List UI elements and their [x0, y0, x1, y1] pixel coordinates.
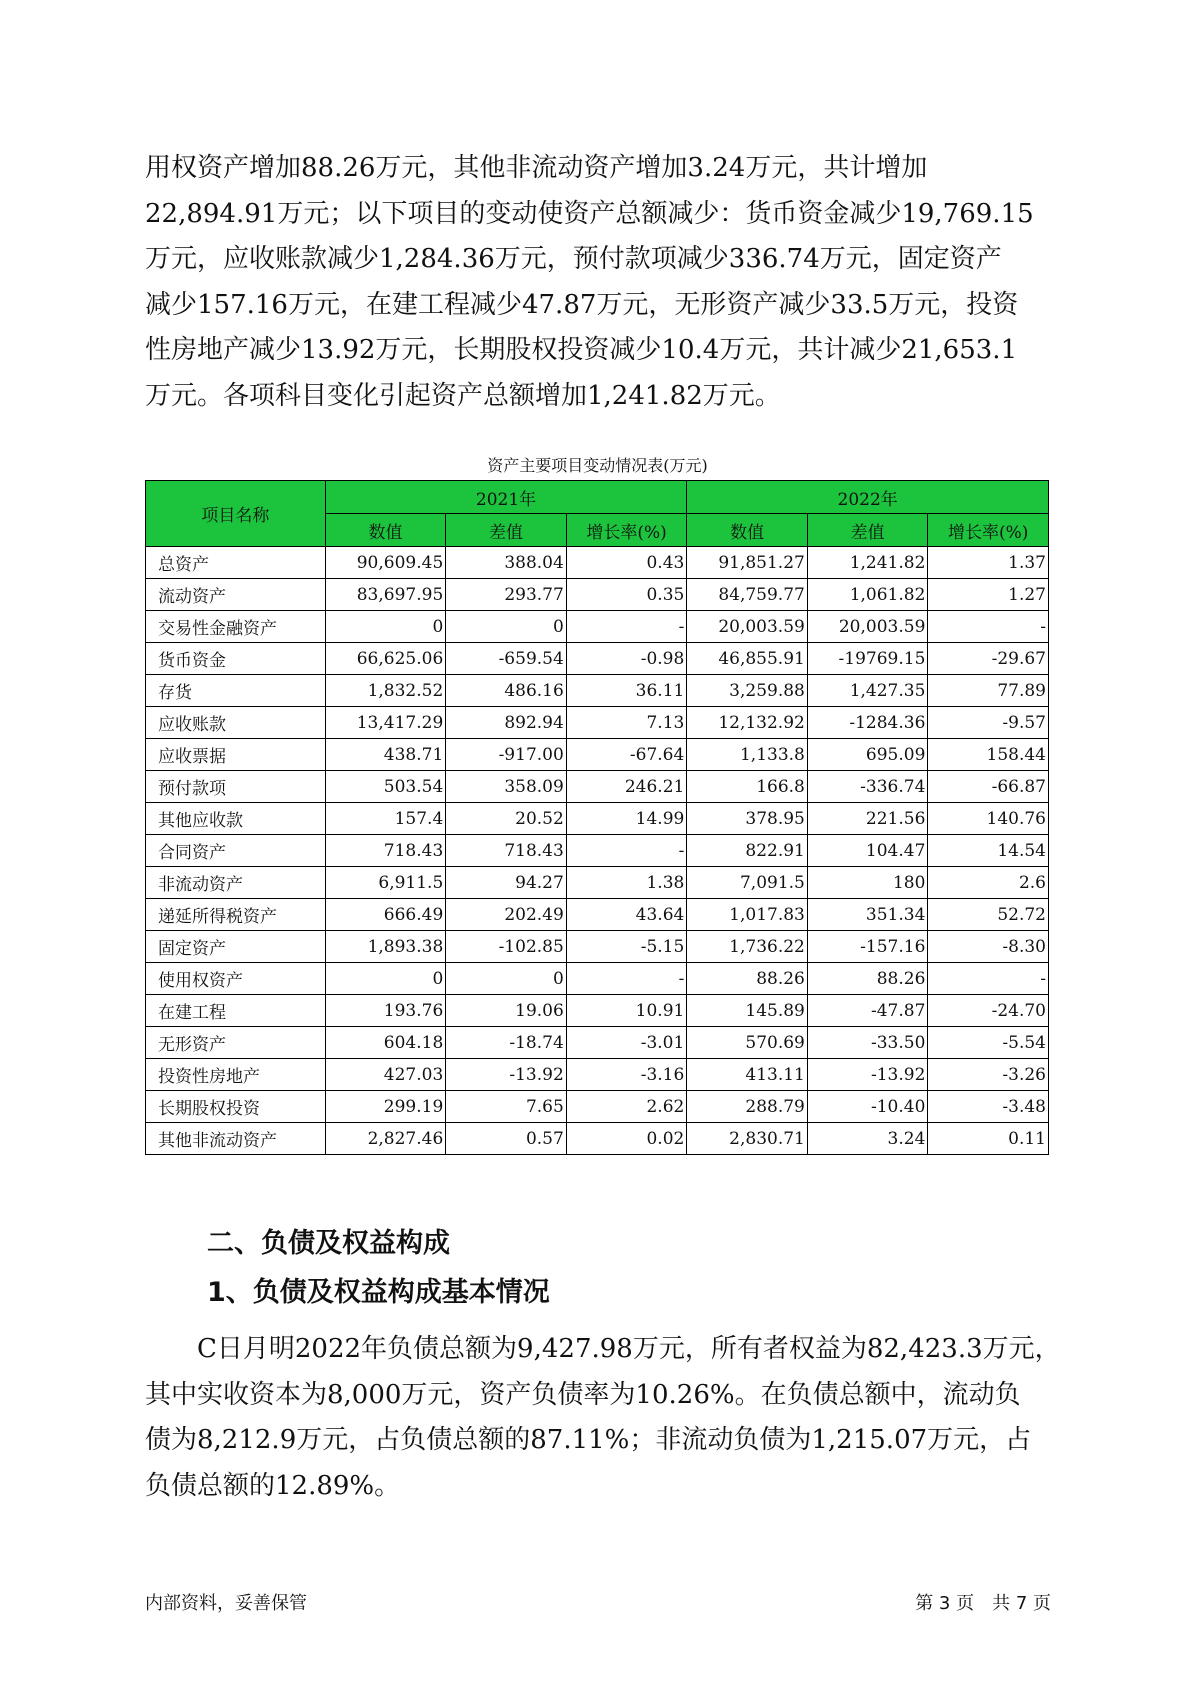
table-cell: 180 [807, 867, 928, 899]
table-cell: 83,697.95 [325, 579, 446, 611]
body-paragraph-2 [145, 1327, 1061, 1509]
row-label: 货币资金 [146, 643, 326, 675]
table-cell: 46,855.91 [687, 643, 808, 675]
table-cell: 193.76 [325, 995, 446, 1027]
section-heading: 二、负债及权益构成 [207, 1228, 450, 1259]
table-cell: 1,893.38 [325, 931, 446, 963]
table-cell: -13.92 [807, 1059, 928, 1091]
table-cell: 77.89 [928, 675, 1049, 707]
table-cell: 1.37 [928, 547, 1049, 579]
table-cell: 140.76 [928, 803, 1049, 835]
table-cell: 413.11 [687, 1059, 808, 1091]
row-label: 投资性房地产 [146, 1059, 326, 1091]
header-growth: 增长率(%) [566, 514, 687, 547]
table-row [146, 1123, 1049, 1155]
row-label: 交易性金融资产 [146, 611, 326, 643]
header-diff: 差值 [807, 514, 928, 547]
table-cell: 145.89 [687, 995, 808, 1027]
table-row [146, 611, 1049, 643]
table-row [146, 579, 1049, 611]
table-cell: 90,609.45 [325, 547, 446, 579]
table-cell: -47.87 [807, 995, 928, 1027]
table-cell: -24.70 [928, 995, 1049, 1027]
table-cell: 66,625.06 [325, 643, 446, 675]
table-cell: -336.74 [807, 771, 928, 803]
table-cell: -33.50 [807, 1027, 928, 1059]
table-cell: -102.85 [446, 931, 567, 963]
paragraph-line: 22,894.91万元；以下项目的变动使资产总额减少：货币资金减少19,769.15 [145, 198, 1034, 229]
paragraph-line: C日月明2022年负债总额为9,427.98万元，所有者权益为82,423.3万元， [145, 1334, 1061, 1364]
row-label: 非流动资产 [146, 867, 326, 899]
table-row [146, 643, 1049, 675]
table-cell: -67.64 [566, 739, 687, 771]
table-row [146, 707, 1049, 739]
table-cell: 88.26 [687, 963, 808, 995]
row-label: 预付款项 [146, 771, 326, 803]
table-cell: 1.27 [928, 579, 1049, 611]
table-cell: -18.74 [446, 1027, 567, 1059]
table-cell: 666.49 [325, 899, 446, 931]
table-cell: 299.19 [325, 1091, 446, 1123]
table-row [146, 867, 1049, 899]
table-cell: 10.91 [566, 995, 687, 1027]
table-cell: 0 [325, 611, 446, 643]
table-cell: 1,832.52 [325, 675, 446, 707]
table-cell: 438.71 [325, 739, 446, 771]
row-label: 递延所得税资产 [146, 899, 326, 931]
table-cell: 14.54 [928, 835, 1049, 867]
table-row [146, 899, 1049, 931]
table-cell: 503.54 [325, 771, 446, 803]
table-cell: 36.11 [566, 675, 687, 707]
table-cell: -29.67 [928, 643, 1049, 675]
table-cell: 158.44 [928, 739, 1049, 771]
table-cell: 0 [446, 611, 567, 643]
table-cell: 0 [325, 963, 446, 995]
table-cell: -19769.15 [807, 643, 928, 675]
table-cell: 166.8 [687, 771, 808, 803]
paragraph-line: 其中实收资本为8,000万元，资产负债率为10.26%。在负债总额中，流动负 [145, 1379, 1021, 1410]
table-cell: 0.57 [446, 1123, 567, 1155]
table-cell: 19.06 [446, 995, 567, 1027]
table-cell: -0.98 [566, 643, 687, 675]
paragraph-line: 债为8,212.9万元，占负债总额的87.11%；非流动负债为1,215.07万元，占 [145, 1425, 1032, 1455]
table-cell: 88.26 [807, 963, 928, 995]
body-paragraph-1 [145, 146, 1055, 419]
paragraph-line: 性房地产减少13.92万元，长期股权投资减少10.4万元，共计减少21,653.1 [145, 335, 1018, 365]
table-row [146, 1059, 1049, 1091]
row-label: 在建工程 [146, 995, 326, 1027]
table-cell: 293.77 [446, 579, 567, 611]
header-year-2021: 2021年 [325, 481, 687, 514]
table-cell: 104.47 [807, 835, 928, 867]
table-cell: -3.26 [928, 1059, 1049, 1091]
paragraph-line: 万元，应收账款减少1,284.36万元，预付款项减少336.74万元，固定资产 [145, 244, 1002, 274]
row-label: 存货 [146, 675, 326, 707]
table-cell: 486.16 [446, 675, 567, 707]
table-row [146, 1027, 1049, 1059]
header-diff: 差值 [446, 514, 567, 547]
row-label: 使用权资产 [146, 963, 326, 995]
header-value: 数值 [687, 514, 808, 547]
asset-change-table [145, 480, 1049, 1155]
table-cell: 0.35 [566, 579, 687, 611]
paragraph-line: 万元。各项科目变化引起资产总额增加1,241.82万元。 [145, 380, 781, 411]
table-cell: 1,736.22 [687, 931, 808, 963]
row-label: 无形资产 [146, 1027, 326, 1059]
row-label: 固定资产 [146, 931, 326, 963]
table-cell: -5.54 [928, 1027, 1049, 1059]
table-cell: 2,827.46 [325, 1123, 446, 1155]
table-cell: -659.54 [446, 643, 567, 675]
table-cell: 20,003.59 [807, 611, 928, 643]
table-cell: 2.62 [566, 1091, 687, 1123]
table-cell: 6,911.5 [325, 867, 446, 899]
footer-page-number: 第 3 页 共 7 页 [915, 1593, 1051, 1614]
table-row [146, 835, 1049, 867]
paragraph-line: 减少157.16万元，在建工程减少47.87万元，无形资产减少33.5万元，投资 [145, 289, 1019, 320]
paragraph-line: 负债总额的12.89%。 [145, 1470, 401, 1501]
table-cell: 3.24 [807, 1123, 928, 1155]
table-cell: -157.16 [807, 931, 928, 963]
table-cell: 0 [446, 963, 567, 995]
table-cell: -3.48 [928, 1091, 1049, 1123]
row-label: 应收账款 [146, 707, 326, 739]
subsection-heading: 1、负债及权益构成基本情况 [207, 1277, 550, 1308]
table-cell: 351.34 [807, 899, 928, 931]
table-cell: 1,427.35 [807, 675, 928, 707]
table-cell: - [566, 835, 687, 867]
table-cell: -917.00 [446, 739, 567, 771]
footer-confidential-note: 内部资料，妥善保管 [145, 1593, 307, 1614]
table-cell: - [566, 963, 687, 995]
table-cell: 570.69 [687, 1027, 808, 1059]
table-cell: 202.49 [446, 899, 567, 931]
row-label: 合同资产 [146, 835, 326, 867]
row-label: 其他应收款 [146, 803, 326, 835]
table-cell: 12,132.92 [687, 707, 808, 739]
table-cell: 0.43 [566, 547, 687, 579]
table-cell: - [566, 611, 687, 643]
table-cell: 1.38 [566, 867, 687, 899]
table-cell: 695.09 [807, 739, 928, 771]
table-cell: 7.13 [566, 707, 687, 739]
table-cell: 2.6 [928, 867, 1049, 899]
table-cell: -9.57 [928, 707, 1049, 739]
header-year-2022: 2022年 [687, 481, 1049, 514]
table-cell: -3.01 [566, 1027, 687, 1059]
table-cell: 20.52 [446, 803, 567, 835]
table-cell: 52.72 [928, 899, 1049, 931]
table-row [146, 739, 1049, 771]
table-cell: 157.4 [325, 803, 446, 835]
table-cell: 0.02 [566, 1123, 687, 1155]
table-cell: 1,241.82 [807, 547, 928, 579]
table-cell: -10.40 [807, 1091, 928, 1123]
table-row [146, 547, 1049, 579]
paragraph-line: 用权资产增加88.26万元，其他非流动资产增加3.24万元，共计增加 [145, 153, 928, 183]
table-cell: - [928, 611, 1049, 643]
table-cell: 822.91 [687, 835, 808, 867]
table-cell: -66.87 [928, 771, 1049, 803]
header-value: 数值 [325, 514, 446, 547]
table-row [146, 931, 1049, 963]
table-cell: -1284.36 [807, 707, 928, 739]
table-cell: 718.43 [325, 835, 446, 867]
table-cell: -5.15 [566, 931, 687, 963]
table-caption: 资产主要项目变动情况表(万元) [487, 456, 708, 475]
table-cell: 427.03 [325, 1059, 446, 1091]
table-row [146, 963, 1049, 995]
table-cell: 288.79 [687, 1091, 808, 1123]
table-cell: 378.95 [687, 803, 808, 835]
table-cell: 892.94 [446, 707, 567, 739]
table-cell: 0.11 [928, 1123, 1049, 1155]
table-cell: 388.04 [446, 547, 567, 579]
table-row [146, 803, 1049, 835]
row-label: 长期股权投资 [146, 1091, 326, 1123]
table-row [146, 1091, 1049, 1123]
table-cell: 358.09 [446, 771, 567, 803]
table-cell: 604.18 [325, 1027, 446, 1059]
row-label: 流动资产 [146, 579, 326, 611]
table-cell: 246.21 [566, 771, 687, 803]
table-cell: -13.92 [446, 1059, 567, 1091]
table-cell: 1,133.8 [687, 739, 808, 771]
table-cell: -3.16 [566, 1059, 687, 1091]
header-growth: 增长率(%) [928, 514, 1049, 547]
table-row [146, 995, 1049, 1027]
table-cell: 20,003.59 [687, 611, 808, 643]
table-cell: 84,759.77 [687, 579, 808, 611]
table-cell: 7,091.5 [687, 867, 808, 899]
table-cell: 43.64 [566, 899, 687, 931]
table-cell: 221.56 [807, 803, 928, 835]
table-cell: 13,417.29 [325, 707, 446, 739]
table-cell: 2,830.71 [687, 1123, 808, 1155]
table-cell: -8.30 [928, 931, 1049, 963]
row-label: 其他非流动资产 [146, 1123, 326, 1155]
table-cell: 1,017.83 [687, 899, 808, 931]
table-row [146, 771, 1049, 803]
table-cell: 14.99 [566, 803, 687, 835]
table-cell: 7.65 [446, 1091, 567, 1123]
table-cell: 91,851.27 [687, 547, 808, 579]
table-cell: 1,061.82 [807, 579, 928, 611]
table-cell: - [928, 963, 1049, 995]
table-cell: 3,259.88 [687, 675, 808, 707]
table-cell: 718.43 [446, 835, 567, 867]
table-row [146, 675, 1049, 707]
header-item-name: 项目名称 [146, 481, 326, 547]
row-label: 应收票据 [146, 739, 326, 771]
row-label: 总资产 [146, 547, 326, 579]
table-cell: 94.27 [446, 867, 567, 899]
